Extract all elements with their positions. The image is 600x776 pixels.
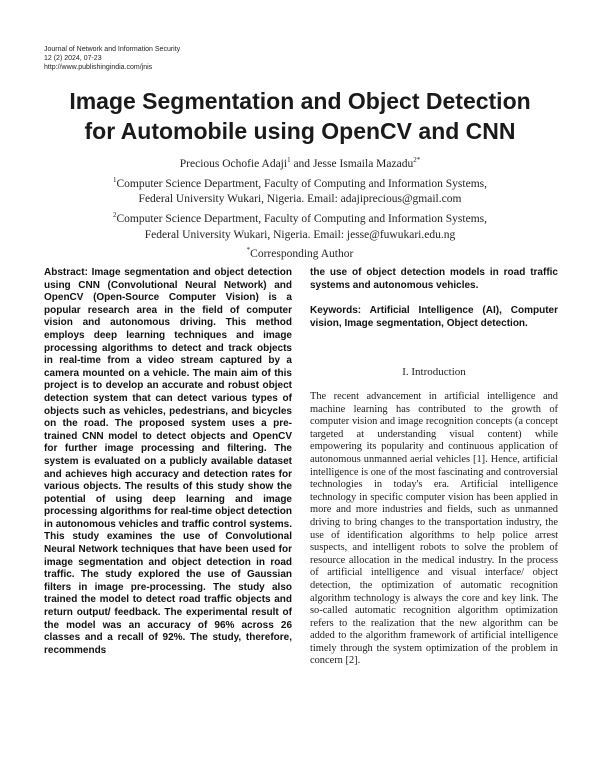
- author-1-sup: 1: [287, 156, 291, 164]
- abstract-text: Image segmentation and object detection using CNN (Convolutional Neural Network) and OpenCV (Open-Source Computer Vision) is a popular research area in the field of computer vision and autonomous driving. This method employs deep learning techniques and image processing algorithms to detect and track objects in real-time from a video stream captured by a camera mounted on a vehicle. The main aim of this project is to develop an accurate and robust object detection system that can detect various types of objects such as vehicles, pedestrians, and bicycles on the road. The proposed system uses a pre-trained CNN model to detect objects and OpenCV for further image processing and filtering. The system is evaluated on a publicly available dataset and achieves high accuracy and detection rates for various objects. The results of this study show the potential of using deep learning and image processing algorithms for real-time object detection in autonomous vehicles and traffic control systems. This study examines the use of Convolutional Neural Network techniques that have been used for image segmentation and object detection in road traffic. The study explored the use of Gaussian filters in image pre-processing. The study also trained the model to detect road traffic objects and return output/ feedback. The experimental result of the model was an accuracy of 96% across 26 classes and a recall of 92%. The study, therefore, recommends: [44, 267, 292, 656]
- affiliation-2-line-1: [40, 208, 560, 228]
- introduction-body: [310, 391, 558, 668]
- affiliation-1-line-2: Federal University Wukari, Nigeria. Email: adajiprecious@gmail.com: [138, 193, 462, 206]
- journal-issue: 12 (2) 2024, 07-23: [44, 55, 102, 62]
- keywords-text: Artificial Intelligence (AI), Computer vision, Image segmentation, Object detection.: [310, 305, 558, 329]
- keywords: [310, 305, 558, 330]
- author-names: [40, 153, 560, 173]
- author-1: Precious Ochofie Adaji: [179, 157, 288, 170]
- author-and: and: [290, 157, 313, 170]
- affiliation-1-sup: 1: [113, 175, 117, 184]
- affiliation-2-text: Computer Science Department, Faculty of Computing and Information Systems,: [116, 212, 487, 225]
- affiliation-1-text: Computer Science Department, Faculty of Computing and Information Systems,: [116, 177, 487, 190]
- affiliation-1-line-1: [40, 173, 560, 193]
- corresponding-text: Corresponding Author: [250, 248, 354, 261]
- abstract-continuation: the use of object detection models in road traffic systems and autonomous vehicles.: [310, 267, 558, 291]
- abstract-continuation-block: [310, 267, 558, 343]
- abstract-label: Abstract:: [44, 267, 88, 278]
- title-line-1: Image Segmentation and Object Detection: [69, 88, 531, 114]
- section-heading: I. Introduction: [402, 366, 466, 378]
- author-2: Jesse Ismaila Mazadu: [312, 157, 414, 170]
- corresponding-author: [40, 243, 560, 263]
- paper-title: [20, 86, 580, 146]
- author-2-sup: 2*: [413, 156, 421, 164]
- abstract: [44, 267, 292, 657]
- author-block: [40, 153, 560, 263]
- keywords-label: Keywords:: [310, 305, 362, 317]
- journal-name: Journal of Network and Information Security: [44, 46, 181, 53]
- affiliation-2-line-2: Federal University Wukari, Nigeria. Email: jesse@fuwukari.edu.ng: [144, 228, 456, 241]
- abstract-paragraph: [44, 267, 292, 657]
- corresponding-sup: *: [246, 246, 251, 255]
- journal-url[interactable]: http://www.publishingindia.com/jnis: [44, 64, 153, 71]
- journal-header: [44, 45, 180, 72]
- affiliation-2-sup: 2: [113, 211, 117, 220]
- introduction-paragraph: The recent advancement in artificial intelligence and machine learning has contributed to the growth of computer vision and image recognition concepts (a concept targeted at understanding visual content) while empowering its popularity and continuous application of autonomous unmanned aerial vehicles [1]. Hence, artificial intelligence is one of the most fascinating and controversial technologies in today's era. Artificial intelligence technology in specific computer vision has been applied in more and more industries and fields, such as unmanned driving to bring changes to the transportation industry, the use of identification algorithms to help police arrest suspects, and intelligent robots to solve the problem of resource allocation in the medical industry. In the process of artificial intelligence and visual interface/ object detection, the optimization of automatic recognition algorithm technology is always the core and key link. The so-called automatic recognition algorithm optimization refers to the realization that the new algorithm can be added to the algorithm framework of artificial intelligence timely through the system optimization of the problem in concern [2].: [310, 391, 558, 667]
- title-line-2: for Automobile using OpenCV and CNN: [84, 118, 516, 144]
